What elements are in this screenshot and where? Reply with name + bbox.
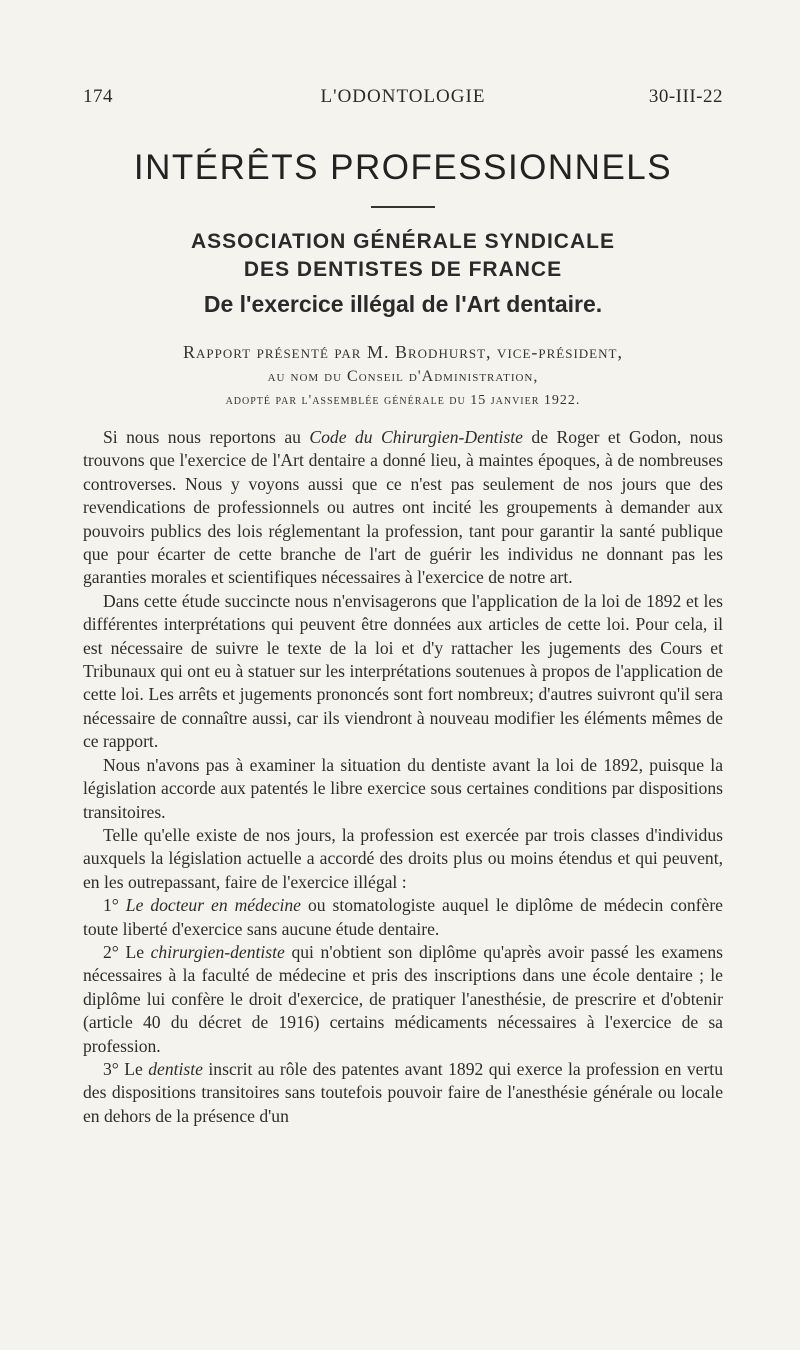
article-body (83, 426, 723, 1128)
list-item-1 (83, 894, 723, 941)
paragraph-4: Telle qu'elle existe de nos jours, la profession est exercée par trois classes d'individus auxquels la législation actuelle a accordé des droits plus ou moins étendus et qui peuvent, en les outrepassant, faire de l'exercice illégal : (83, 824, 723, 892)
list-term: chirurgien-dentiste (150, 941, 285, 962)
list-item-3 (83, 1058, 723, 1128)
list-number: 2° Le (103, 941, 151, 962)
list-number: 1° (103, 895, 126, 916)
paragraph-3: Nous n'avons pas à examiner la situation du dentiste avant la loi de 1892, puisque la législation accorde aux patentés le libre exercice sous certaines conditions par dispositions transitoires. (83, 754, 723, 822)
title-divider (371, 206, 435, 208)
list-number: 3° Le (103, 1058, 149, 1079)
list-term: Le docteur en médecine (125, 895, 301, 916)
section-title: INTÉRÊTS PROFESSIONNELS (133, 148, 673, 187)
journal-title: L'ODONTOLOGIE (320, 86, 486, 107)
report-line-3: adopté par l'assemblée générale du 15 janvier 1922. (225, 393, 581, 408)
association-line-1: ASSOCIATION GÉNÉRALE SYNDICALE (191, 230, 615, 253)
running-header (83, 86, 723, 110)
report-line-1: Rapport présenté par M. Brodhurst, vice-président, (183, 342, 623, 362)
text-span: qui n'obtient son diplôme qu'après avoir passé les examens nécessaires à la faculté de médecine et pris des inscriptions dans une école dentaire ; le diplôme lui confère le droit d'exercice, de pratiquer l'anesthésie, de prescrire et d'obtenir (article 40 du décret de 1916) certains médicaments nécessaires à l'exercice de sa profession. (83, 941, 723, 1056)
text-span: inscrit au rôle des patentes avant 1892 qui exerce la profession en vertu des dispositions transitoires sans toutefois pouvoir faire de l'anesthésie générale ou locale en dehors de la présence d'un (83, 1058, 723, 1126)
text-span: de Roger et Godon, nous trouvons que l'exercice de l'Art dentaire a donné lieu, à maintes époques, à de nombreuses controverses. Nous y voyons aussi que ce n'est pas seulement de nos jours que des revendications de professionnels ou autres ont incité les groupements à demander aux pouvoirs publics des lois réglementant la profession, tant pour garantir la santé publique que pour écarter de cette branche de l'art de guérir les individus ne donnant pas les garanties morales et scientifiques nécessaires à l'exercice de notre art. (83, 427, 723, 588)
page-number: 174 (83, 86, 113, 107)
text-span: ou stomatologiste auquel le diplôme de médecin confère toute liberté d'exercice sans aucune étude dentaire. (83, 895, 723, 939)
list-term: dentiste (148, 1058, 203, 1079)
report-line-2: au nom du Conseil d'Administration, (267, 368, 539, 385)
association-line-2: DES DENTISTES DE FRANCE (243, 258, 563, 281)
paragraph-2: Dans cette étude succincte nous n'envisagerons que l'application de la loi de 1892 et les différentes interprétations qui peuvent être données aux articles de cette loi. Pour cela, il est nécessaire de suivre le texte de la loi et d'y rattacher les jugements des Cours et Tribunaux qui ont eu à statuer sur les interprétations soutenues à propos de l'application de cette loi. Les arrêts et jugements prononcés sont fort nombreux; d'autres suivront qu'il sera nécessaire de connaître aussi, car ils viendront à nouveau modifier les éléments mêmes de ce rapport. (83, 590, 723, 752)
paragraph-1 (83, 426, 723, 590)
issue-date: 30-III-22 (648, 86, 723, 107)
article-subtitle: De l'exercice illégal de l'Art dentaire. (203, 291, 603, 317)
document-page (83, 0, 723, 1350)
book-title: Code du Chirurgien-Dentiste (309, 427, 523, 447)
text-span: Si nous nous reportons au (103, 427, 310, 447)
list-item-2 (83, 941, 723, 1058)
